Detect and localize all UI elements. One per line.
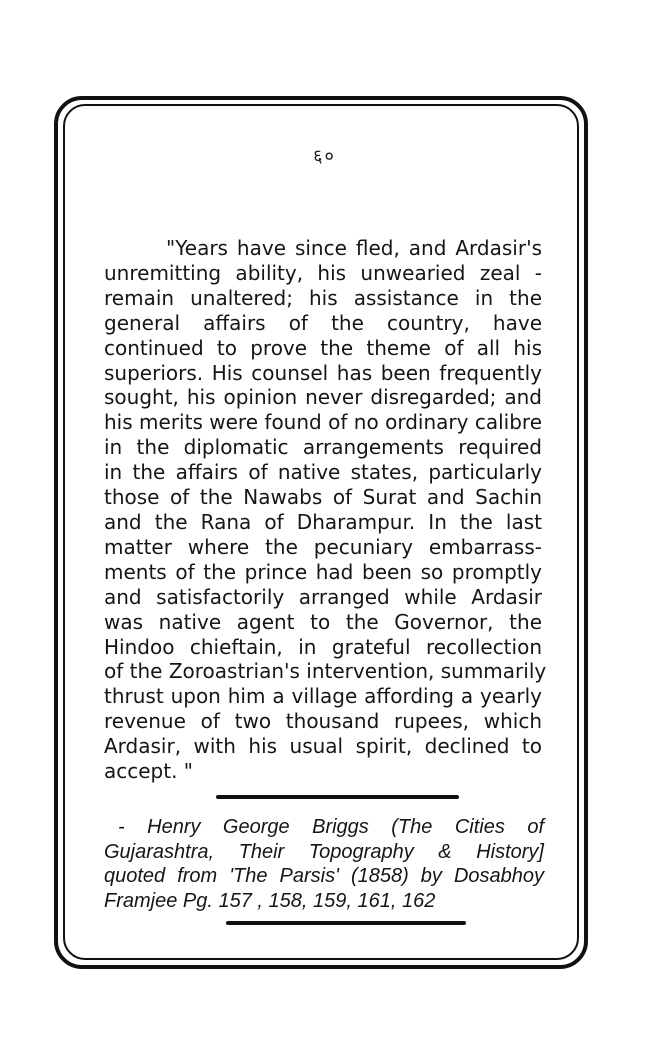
quote-line: those of the Nawabs of Surat and Sachin [104,485,542,510]
quote-line: "Years have since fled, and Ardasir's [166,236,542,260]
quote-line: revenue of two thousand rupees, which [104,709,542,734]
quote-line: remain unaltered; his assistance in the [104,285,542,310]
quote-line: and the Rana of Dharampur. In the last [104,509,542,534]
quote-line: matter where the pecuniary embarrass- [104,534,542,559]
quote-line: Ardasir, with his usual spirit, declined to [104,734,542,759]
quote-line: was native agent to the Governor, the [104,609,542,634]
page-number: ६० [313,146,336,167]
citation-line: - Henry George Briggs (The Cities of [118,816,544,838]
quote-line: continued to prove the theme of all his [104,335,542,360]
quote-line: ments of the prince had been so promptly [104,559,542,584]
quote-paragraph [104,236,547,784]
citation-line: Gujarashtra, Their Topography & History] [104,840,544,863]
citation-line: quoted from 'The Parsis' (1858) by Dosabhoy [104,865,544,887]
quote-line: of the Zoroastrian's intervention, summarily [104,659,547,684]
citation [104,815,544,913]
quote-line: superiors. His counsel has been frequently [104,360,542,385]
citation-line: Framjee Pg. 157 , 158, 159, 161, 162 [104,889,436,912]
quote-line: and satisfactorily arranged while Ardasir [104,584,542,609]
divider-rule [226,921,466,925]
quote-line: Hindoo chieftain, in grateful recollection [104,634,542,659]
quote-line: his merits were found of no ordinary calibre [104,410,542,435]
quote-line: thrust upon him a village affording a yearly [104,684,542,709]
quote-line: accept. " [104,759,194,784]
divider-rule [216,795,459,799]
quote-line: general affairs of the country, have [104,310,542,335]
quote-line: in the affairs of native states, particularly [104,460,542,485]
quote-line: sought, his opinion never disregarded; and [104,385,542,410]
quote-line: in the diplomatic arrangements required [104,435,542,460]
quote-line: unremitting ability, his unwearied zeal - [104,260,542,285]
